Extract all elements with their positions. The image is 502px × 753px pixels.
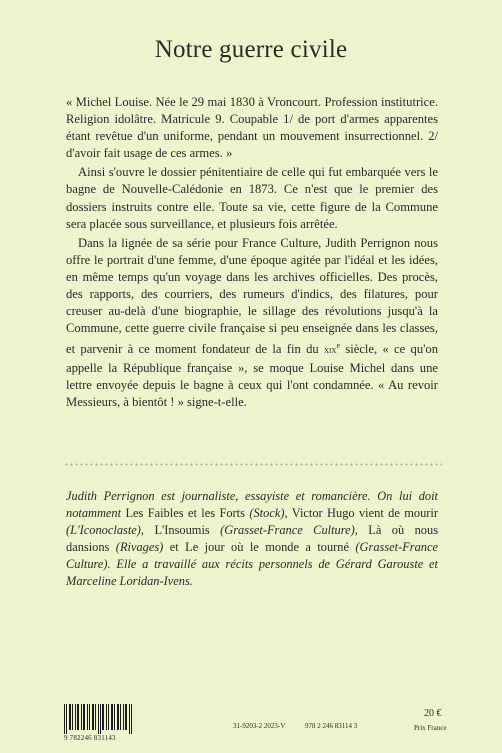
book-title-2: Victor Hugo vient de mourir bbox=[291, 505, 438, 520]
book-title-3: L'Insoumis bbox=[154, 522, 210, 537]
author-bio bbox=[66, 488, 438, 589]
paragraph-1: Ainsi s'ouvre le dossier pénitentiaire de celle qui fut embarquée vers le bagne de Nouvelle-Calédonie en 1873. Ce n'est que le premier des dossiers instruits contre elle. Toute sa vie, cette figure de la Commune sera placée sous surveillance, et plusieurs fois arrêtée. bbox=[66, 165, 438, 231]
isbn: 978 2 246 83114 3 bbox=[305, 722, 358, 730]
barcode-icon bbox=[64, 704, 134, 736]
paragraph-2-part-a: Dans la lignée de sa série pour France Culture, Judith Perrignon nous offre le portrait d'une femme, d'une époque agitée par l'idéal et les idées, en même temps qu'un voyage dans les archives officielles. Des procès, des rapports, des courriers, des rumeurs d'indics, des filatures, pour creuser au-delà d'une biographie, le sillage des révolutions jusqu'à la Commune, cette guerre civile française si peu enseignée dans les classes, et parvenir à ce moment fondateur de la fin du bbox=[66, 235, 438, 357]
separator-5: et bbox=[163, 539, 186, 554]
century-numeral: xix bbox=[324, 345, 337, 357]
barcode-number: 9 782246 831143 bbox=[64, 734, 116, 742]
book-title-1: Les Faibles et les Forts bbox=[125, 505, 245, 520]
publisher-5: (Grasset-France Culture) bbox=[66, 539, 439, 571]
back-cover-blurb bbox=[66, 94, 438, 413]
publisher-4: (Rivages) bbox=[109, 539, 164, 554]
dotted-separator bbox=[64, 462, 442, 468]
paragraph-2 bbox=[66, 235, 438, 411]
internal-code: 31-9203-2 2023-V bbox=[233, 722, 286, 730]
bio-text-1: Judith Perrignon est journaliste, essayiste et romancière. On lui doit notamment bbox=[66, 489, 438, 520]
price: 20 € bbox=[424, 708, 442, 719]
separator-2: , bbox=[284, 505, 292, 520]
separator-4: , bbox=[354, 522, 369, 537]
separator-3: , bbox=[140, 522, 155, 537]
publisher-3: (Grasset-France Culture) bbox=[209, 522, 355, 537]
bio-text-end: . Elle a travaillé aux récits personnels de Gérard Garouste et Marceline Loridan-Ivens. bbox=[66, 556, 438, 588]
publisher-1: (Stock) bbox=[244, 505, 285, 520]
publisher-2: (L'Iconoclaste) bbox=[66, 522, 141, 537]
opening-quote: « Michel Louise. Née le 29 mai 1830 à Vroncourt. Profession institutrice. Religion idolâtre. Matricule 9. Coupable 1/ de port d'armes apparentes étant revêtue d'un uniforme, pendant un mouvement insurrectionnel. 2/ d'avoir fait usage de ces armes. » bbox=[66, 95, 438, 161]
book-title-4: Là où nous dansions bbox=[66, 522, 439, 554]
paragraph-2-part-b: siècle, « ce qu'on appelle la République française », se moque Louise Michel dans une lettre envoyée depuis le bagne à ceux qui l'ont condamnée. « Au revoir Messieurs, à bientôt ! » signe-t-elle. bbox=[66, 342, 439, 409]
price-region: Prix France bbox=[414, 724, 447, 732]
book-title: Notre guerre civile bbox=[154, 36, 348, 63]
century-superscript: e bbox=[336, 341, 341, 351]
book-title-5: Le jour où le monde a tourné bbox=[185, 539, 349, 554]
